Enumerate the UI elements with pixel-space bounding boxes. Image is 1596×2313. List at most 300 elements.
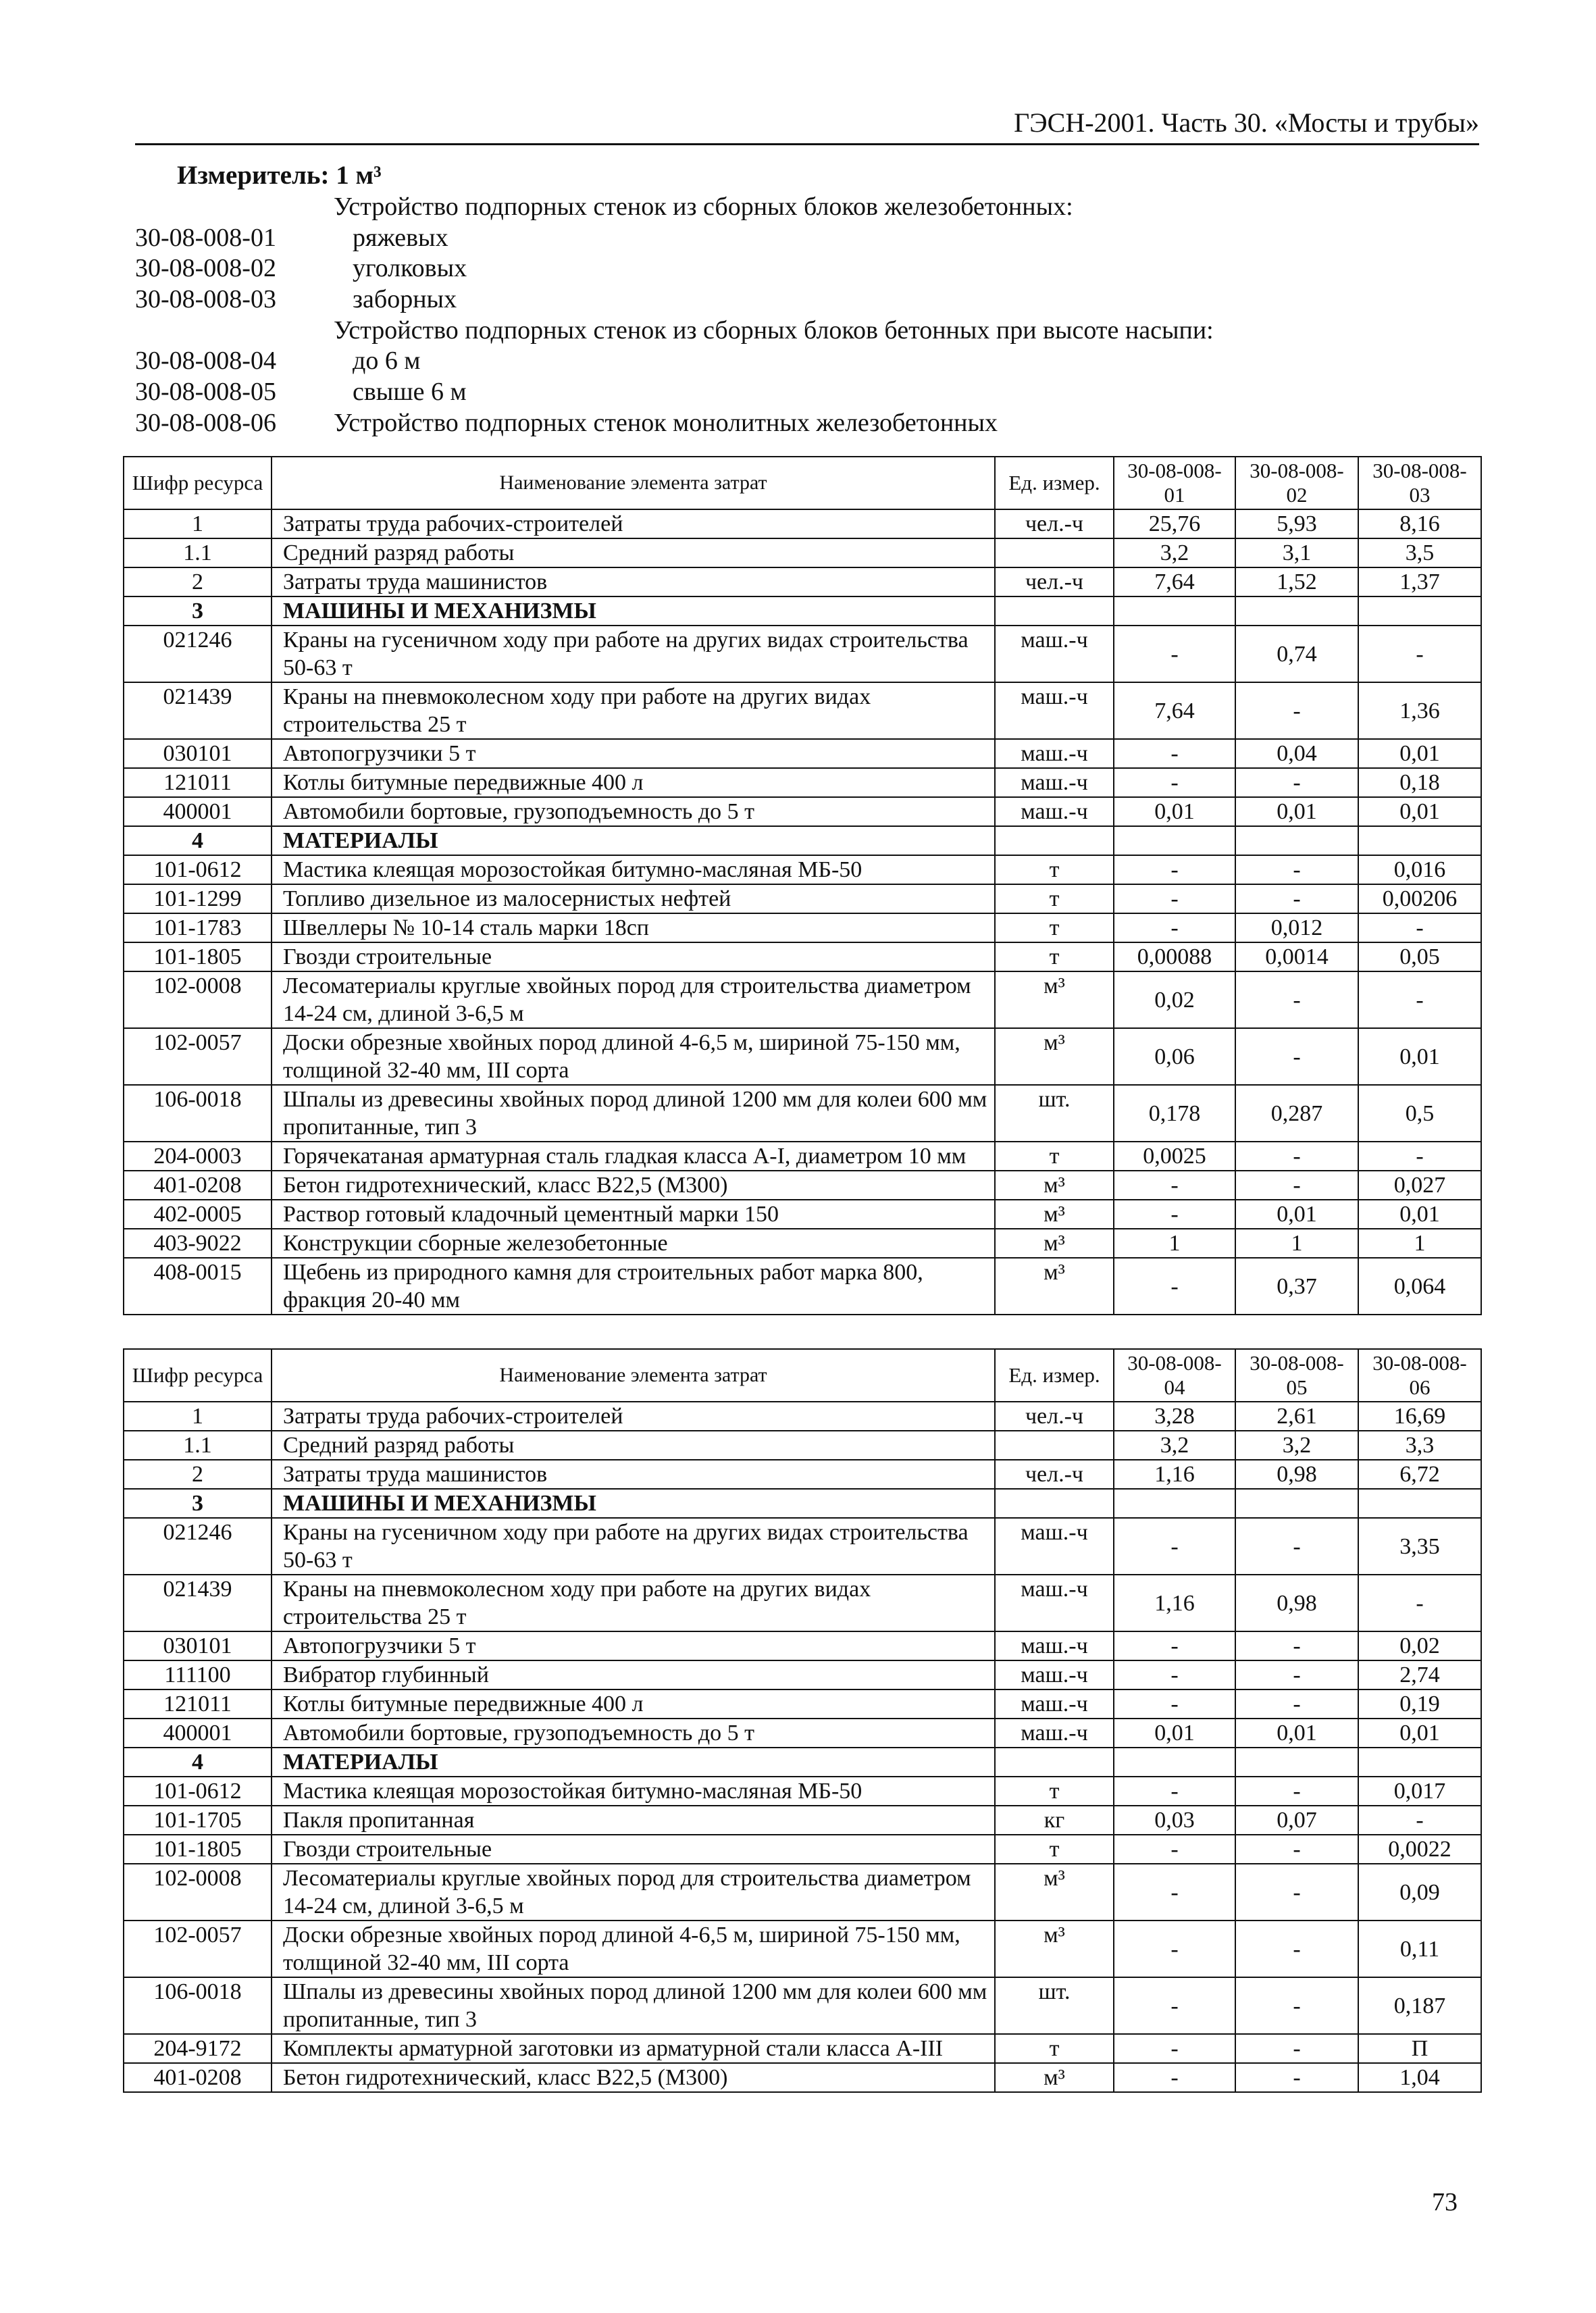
- measure-unit: Измеритель: 1 м³: [177, 161, 382, 190]
- resource-value: -: [1114, 913, 1235, 942]
- table-row: [124, 567, 1481, 596]
- table-row: [124, 971, 1481, 1028]
- table-row: [124, 1402, 1481, 1431]
- table-row: [124, 1489, 1481, 1518]
- table-row: [124, 1258, 1481, 1315]
- resource-value: -: [1235, 1921, 1358, 1977]
- resource-code: 408-0015: [124, 1258, 272, 1315]
- resource-value: 5,93: [1235, 509, 1358, 538]
- resource-value: 3,5: [1358, 538, 1481, 567]
- resource-code: 121011: [124, 768, 272, 797]
- resource-code: 101-1705: [124, 1806, 272, 1835]
- resource-value: 0,0025: [1114, 1142, 1235, 1171]
- table-row: [124, 1864, 1481, 1921]
- resource-name: Доски обрезные хвойных пород длиной 4-6,5 м, шириной 75-150 мм, толщиной 32-40 мм, III сорта: [272, 1921, 995, 1977]
- resource-value: [1358, 1748, 1481, 1777]
- resource-unit: [995, 596, 1114, 626]
- resource-value: -: [1235, 768, 1358, 797]
- header-col-1: 30-08-008-04: [1114, 1349, 1235, 1402]
- resource-unit: м³: [995, 1171, 1114, 1200]
- code-line: [135, 253, 1479, 284]
- resource-unit: маш.-ч: [995, 1660, 1114, 1689]
- resource-code: 401-0208: [124, 1171, 272, 1200]
- resource-name: Раствор готовый кладочный цементный марки 150: [272, 1200, 995, 1229]
- resource-name: Швеллеры № 10-14 сталь марки 18сп: [272, 913, 995, 942]
- resource-name: Средний разряд работы: [272, 1431, 995, 1460]
- resource-value: 0,01: [1358, 1719, 1481, 1748]
- resource-unit: т: [995, 1835, 1114, 1864]
- resource-unit: шт.: [995, 1085, 1114, 1142]
- resource-value: -: [1114, 884, 1235, 913]
- resource-name: Краны на гусеничном ходу при работе на других видах строительства 50-63 т: [272, 626, 995, 682]
- norm-code: 30-08-008-02: [135, 254, 276, 283]
- resource-name: Автопогрузчики 5 т: [272, 1631, 995, 1660]
- resource-value: -: [1114, 1835, 1235, 1864]
- resource-value: 6,72: [1358, 1460, 1481, 1489]
- resource-value: -: [1114, 1864, 1235, 1921]
- resource-unit: маш.-ч: [995, 682, 1114, 739]
- table-row: [124, 1689, 1481, 1719]
- resource-code: 403-9022: [124, 1229, 272, 1258]
- header-name: Наименование элемента затрат: [272, 457, 995, 509]
- resource-code: 106-0018: [124, 1977, 272, 2034]
- header-code: Шифр ресурса: [124, 457, 272, 509]
- table-row: [124, 1229, 1481, 1258]
- norm-code: [135, 315, 338, 347]
- resource-name: Топливо дизельное из малосернистых нефтей: [272, 884, 995, 913]
- resource-code: 030101: [124, 1631, 272, 1660]
- resource-code: 3: [124, 596, 272, 626]
- table-row: [124, 942, 1481, 971]
- resource-unit: м³: [995, 1200, 1114, 1229]
- resource-unit: маш.-ч: [995, 1689, 1114, 1719]
- resource-value: 0,01: [1358, 1028, 1481, 1085]
- resource-value: -: [1235, 1777, 1358, 1806]
- resource-value: [1114, 826, 1235, 855]
- resource-value: -: [1114, 2034, 1235, 2063]
- resource-code: 030101: [124, 739, 272, 768]
- resource-value: 0,07: [1235, 1806, 1358, 1835]
- resource-code: 021439: [124, 682, 272, 739]
- resource-value: -: [1114, 1921, 1235, 1977]
- resource-name: Котлы битумные передвижные 400 л: [272, 1689, 995, 1719]
- resource-value: 3,2: [1235, 1431, 1358, 1460]
- resource-unit: маш.-ч: [995, 1719, 1114, 1748]
- resource-code: 4: [124, 826, 272, 855]
- table-row: [124, 2034, 1481, 2063]
- resource-value: [1114, 596, 1235, 626]
- table-row: [124, 626, 1481, 682]
- resource-code: 101-1805: [124, 1835, 272, 1864]
- running-header: ГЭСН-2001. Часть 30. «Мосты и трубы»: [135, 107, 1479, 145]
- resource-name: Комплекты арматурной заготовки из арматурной стали класса А-III: [272, 2034, 995, 2063]
- resource-value: 1,36: [1358, 682, 1481, 739]
- resource-code: 2: [124, 1460, 272, 1489]
- resource-value: 0,287: [1235, 1085, 1358, 1142]
- resource-value: 0,01: [1358, 797, 1481, 826]
- resource-unit: [995, 1431, 1114, 1460]
- resource-unit: т: [995, 855, 1114, 884]
- resource-name: Затраты труда рабочих-строителей: [272, 1402, 995, 1431]
- resource-unit: [995, 538, 1114, 567]
- resource-value: -: [1114, 2063, 1235, 2092]
- resource-value: 7,64: [1114, 567, 1235, 596]
- resource-value: 3,35: [1358, 1518, 1481, 1575]
- resource-name: Бетон гидротехнический, класс В22,5 (М300): [272, 2063, 995, 2092]
- resource-name: Автопогрузчики 5 т: [272, 739, 995, 768]
- resource-value: 0,016: [1358, 855, 1481, 884]
- norm-title: Устройство подпорных стенок из сборных блоков бетонных при высоте насыпи:: [334, 315, 1214, 345]
- resource-value: 0,19: [1358, 1689, 1481, 1719]
- table-row: [124, 1085, 1481, 1142]
- resource-code: 101-0612: [124, 1777, 272, 1806]
- resource-name: Горячекатаная арматурная сталь гладкая класса А-I, диаметром 10 мм: [272, 1142, 995, 1171]
- resource-value: 0,01: [1114, 1719, 1235, 1748]
- resource-value: -: [1114, 855, 1235, 884]
- resource-value: -: [1358, 913, 1481, 942]
- norm-title: ряжевых: [353, 223, 448, 252]
- resource-code: 021246: [124, 1518, 272, 1575]
- resource-name: Автомобили бортовые, грузоподъемность до 5 т: [272, 797, 995, 826]
- resource-value: 16,69: [1358, 1402, 1481, 1431]
- resource-unit: м³: [995, 971, 1114, 1028]
- resource-value: -: [1114, 1258, 1235, 1315]
- resource-code: 021439: [124, 1575, 272, 1631]
- resource-value: 0,027: [1358, 1171, 1481, 1200]
- resource-value: П: [1358, 2034, 1481, 2063]
- resource-value: 1: [1235, 1229, 1358, 1258]
- resource-code: 106-0018: [124, 1085, 272, 1142]
- resource-name: Затраты труда рабочих-строителей: [272, 509, 995, 538]
- resource-value: 0,11: [1358, 1921, 1481, 1977]
- resource-name: Пакля пропитанная: [272, 1806, 995, 1835]
- resource-value: -: [1114, 739, 1235, 768]
- resource-value: -: [1358, 1142, 1481, 1171]
- resource-value: 0,04: [1235, 739, 1358, 768]
- resource-code: 204-0003: [124, 1142, 272, 1171]
- resource-code: 102-0008: [124, 971, 272, 1028]
- resource-value: 0,187: [1358, 1977, 1481, 2034]
- resource-value: 1: [1358, 1229, 1481, 1258]
- resource-value: [1114, 1748, 1235, 1777]
- norm-code: 30-08-008-06: [135, 408, 276, 437]
- table-row: [124, 739, 1481, 768]
- resource-value: [1235, 1489, 1358, 1518]
- resource-unit: м³: [995, 1258, 1114, 1315]
- resource-value: -: [1235, 2063, 1358, 2092]
- resource-value: -: [1358, 1575, 1481, 1631]
- header-col-2: 30-08-008-05: [1235, 1349, 1358, 1402]
- code-line: [135, 346, 1479, 377]
- resource-name: Краны на гусеничном ходу при работе на других видах строительства 50-63 т: [272, 1518, 995, 1575]
- resource-value: -: [1235, 1028, 1358, 1085]
- resource-code: 400001: [124, 797, 272, 826]
- table-row: [124, 1631, 1481, 1660]
- resource-value: -: [1235, 1171, 1358, 1200]
- resource-value: 0,064: [1358, 1258, 1481, 1315]
- resource-name: Мастика клеящая морозостойкая битумно-масляная МБ-50: [272, 1777, 995, 1806]
- resource-name: Гвозди строительные: [272, 942, 995, 971]
- resource-value: -: [1235, 1518, 1358, 1575]
- resource-value: -: [1358, 626, 1481, 682]
- resource-value: 0,01: [1235, 797, 1358, 826]
- norm-title: Устройство подпорных стенок монолитных железобетонных: [334, 408, 998, 437]
- table-row: [124, 884, 1481, 913]
- table-row: [124, 1777, 1481, 1806]
- resource-value: -: [1114, 768, 1235, 797]
- resource-value: 0,09: [1358, 1864, 1481, 1921]
- resource-table-1: [123, 456, 1482, 1315]
- resource-unit: м³: [995, 1864, 1114, 1921]
- resource-value: 0,5: [1358, 1085, 1481, 1142]
- resource-value: -: [1114, 1777, 1235, 1806]
- resource-unit: т: [995, 1777, 1114, 1806]
- table-row: [124, 1431, 1481, 1460]
- resource-value: -: [1235, 1631, 1358, 1660]
- code-line: [135, 284, 1479, 315]
- resource-value: 1,04: [1358, 2063, 1481, 2092]
- resource-unit: м³: [995, 1921, 1114, 1977]
- resource-code: 1: [124, 1402, 272, 1431]
- table-row: [124, 1835, 1481, 1864]
- code-line: [135, 223, 1479, 254]
- resource-unit: т: [995, 913, 1114, 942]
- resource-unit: т: [995, 942, 1114, 971]
- resource-unit: чел.-ч: [995, 567, 1114, 596]
- resource-value: 2,74: [1358, 1660, 1481, 1689]
- resource-code: 400001: [124, 1719, 272, 1748]
- resource-value: -: [1235, 1660, 1358, 1689]
- resource-value: 1,16: [1114, 1575, 1235, 1631]
- resource-name: МАШИНЫ И МЕХАНИЗМЫ: [272, 596, 995, 626]
- table-row: [124, 913, 1481, 942]
- table-row: [124, 1142, 1481, 1171]
- table-row: [124, 1806, 1481, 1835]
- resource-unit: м³: [995, 2063, 1114, 2092]
- resource-name: Шпалы из древесины хвойных пород длиной 1200 мм для колеи 600 мм пропитанные, тип 3: [272, 1085, 995, 1142]
- resource-unit: м³: [995, 1028, 1114, 1085]
- resource-unit: чел.-ч: [995, 1402, 1114, 1431]
- resource-unit: маш.-ч: [995, 1631, 1114, 1660]
- resource-code: 101-1299: [124, 884, 272, 913]
- resource-value: 3,1: [1235, 538, 1358, 567]
- resource-code: 1.1: [124, 1431, 272, 1460]
- resource-unit: чел.-ч: [995, 509, 1114, 538]
- table-row: [124, 1028, 1481, 1085]
- resource-unit: маш.-ч: [995, 1518, 1114, 1575]
- header-col-3: 30-08-008-03: [1358, 457, 1481, 509]
- resource-value: 0,01: [1358, 739, 1481, 768]
- resource-value: 0,00206: [1358, 884, 1481, 913]
- resource-value: 0,03: [1114, 1806, 1235, 1835]
- resource-value: -: [1358, 1806, 1481, 1835]
- resource-value: 1,16: [1114, 1460, 1235, 1489]
- resource-value: 8,16: [1358, 509, 1481, 538]
- resource-code: 102-0008: [124, 1864, 272, 1921]
- resource-unit: [995, 1748, 1114, 1777]
- table-row: [124, 1200, 1481, 1229]
- resource-value: -: [1114, 626, 1235, 682]
- code-line: [135, 192, 1479, 223]
- resource-value: 3,2: [1114, 1431, 1235, 1460]
- resource-code: 401-0208: [124, 2063, 272, 2092]
- resource-value: 0,01: [1114, 797, 1235, 826]
- resource-value: [1358, 826, 1481, 855]
- resource-name: Лесоматериалы круглые хвойных пород для строительства диаметром 14-24 см, длиной 3-6,5 м: [272, 1864, 995, 1921]
- table-row: [124, 2063, 1481, 2092]
- resource-name: Котлы битумные передвижные 400 л: [272, 768, 995, 797]
- norm-title: до 6 м: [353, 347, 421, 376]
- norm-code: 30-08-008-03: [135, 285, 276, 314]
- norm-code: 30-08-008-05: [135, 378, 276, 407]
- resource-name: Краны на пневмоколесном ходу при работе на других видах строительства 25 т: [272, 682, 995, 739]
- resource-value: 3,3: [1358, 1431, 1481, 1460]
- resource-value: 0,02: [1114, 971, 1235, 1028]
- resource-name: Лесоматериалы круглые хвойных пород для строительства диаметром 14-24 см, длиной 3-6,5 м: [272, 971, 995, 1028]
- resource-code: 4: [124, 1748, 272, 1777]
- norm-code: [135, 192, 338, 223]
- resource-unit: маш.-ч: [995, 768, 1114, 797]
- resource-name: Вибратор глубинный: [272, 1660, 995, 1689]
- resource-code: 121011: [124, 1689, 272, 1719]
- resource-value: 25,76: [1114, 509, 1235, 538]
- resource-value: -: [1114, 1200, 1235, 1229]
- resource-value: 0,98: [1235, 1460, 1358, 1489]
- page-number: 73: [1432, 2188, 1458, 2216]
- resource-value: -: [1235, 1864, 1358, 1921]
- resource-name: Бетон гидротехнический, класс В22,5 (М300): [272, 1171, 995, 1200]
- resource-unit: [995, 1489, 1114, 1518]
- resource-code: 1: [124, 509, 272, 538]
- resource-unit: маш.-ч: [995, 1575, 1114, 1631]
- resource-unit: маш.-ч: [995, 797, 1114, 826]
- resource-value: 3,2: [1114, 538, 1235, 567]
- resource-value: -: [1235, 2034, 1358, 2063]
- table-row: [124, 855, 1481, 884]
- table-row: [124, 596, 1481, 626]
- resource-name: Автомобили бортовые, грузоподъемность до 5 т: [272, 1719, 995, 1748]
- resource-value: -: [1114, 1689, 1235, 1719]
- resource-value: 7,64: [1114, 682, 1235, 739]
- resource-value: -: [1235, 1835, 1358, 1864]
- resource-value: -: [1235, 1689, 1358, 1719]
- resource-value: -: [1114, 1631, 1235, 1660]
- resource-name: Краны на пневмоколесном ходу при работе на других видах строительства 25 т: [272, 1575, 995, 1631]
- header-code: Шифр ресурса: [124, 1349, 272, 1402]
- table-row: [124, 1660, 1481, 1689]
- header-col-3: 30-08-008-06: [1358, 1349, 1481, 1402]
- norm-code: 30-08-008-04: [135, 347, 276, 376]
- resource-value: -: [1235, 884, 1358, 913]
- resource-value: -: [1358, 971, 1481, 1028]
- resource-value: 1,37: [1358, 567, 1481, 596]
- code-list: [135, 192, 1479, 439]
- table-row: [124, 1977, 1481, 2034]
- resource-value: [1235, 596, 1358, 626]
- code-line: [135, 377, 1479, 408]
- resource-code: 101-0612: [124, 855, 272, 884]
- resource-name: МАТЕРИАЛЫ: [272, 1748, 995, 1777]
- resource-value: -: [1235, 1977, 1358, 2034]
- table-row: [124, 797, 1481, 826]
- resource-value: 0,06: [1114, 1028, 1235, 1085]
- resource-code: 101-1783: [124, 913, 272, 942]
- resource-name: Затраты труда машинистов: [272, 1460, 995, 1489]
- header-col-1: 30-08-008-01: [1114, 457, 1235, 509]
- resource-name: Затраты труда машинистов: [272, 567, 995, 596]
- resource-value: 0,178: [1114, 1085, 1235, 1142]
- table-row: [124, 1460, 1481, 1489]
- code-line: [135, 408, 1479, 439]
- resource-unit: т: [995, 1142, 1114, 1171]
- resource-value: 1: [1114, 1229, 1235, 1258]
- resource-value: 0,02: [1358, 1631, 1481, 1660]
- table-row: [124, 1719, 1481, 1748]
- resource-name: Средний разряд работы: [272, 538, 995, 567]
- resource-value: -: [1235, 1142, 1358, 1171]
- resource-value: -: [1114, 1518, 1235, 1575]
- resource-value: 2,61: [1235, 1402, 1358, 1431]
- table-row: [124, 1748, 1481, 1777]
- resource-value: 0,0022: [1358, 1835, 1481, 1864]
- resource-value: 0,00088: [1114, 942, 1235, 971]
- resource-value: 0,01: [1235, 1719, 1358, 1748]
- resource-name: Мастика клеящая морозостойкая битумно-масляная МБ-50: [272, 855, 995, 884]
- norm-title: свыше 6 м: [353, 378, 467, 407]
- header-name: Наименование элемента затрат: [272, 1349, 995, 1402]
- resource-name: Гвозди строительные: [272, 1835, 995, 1864]
- resource-value: -: [1235, 971, 1358, 1028]
- resource-value: -: [1235, 855, 1358, 884]
- table-row: [124, 1575, 1481, 1631]
- table-row: [124, 768, 1481, 797]
- resource-value: 0,012: [1235, 913, 1358, 942]
- header-unit: Ед. измер.: [995, 457, 1114, 509]
- resource-unit: кг: [995, 1806, 1114, 1835]
- norm-code: 30-08-008-01: [135, 223, 276, 252]
- resource-code: 102-0057: [124, 1028, 272, 1085]
- table-row: [124, 1171, 1481, 1200]
- resource-value: [1358, 596, 1481, 626]
- resource-value: -: [1235, 682, 1358, 739]
- norm-title: заборных: [353, 285, 457, 314]
- resource-value: 1,52: [1235, 567, 1358, 596]
- resource-value: -: [1114, 1977, 1235, 2034]
- resource-unit: т: [995, 2034, 1114, 2063]
- resource-unit: [995, 826, 1114, 855]
- resource-value: [1114, 1489, 1235, 1518]
- resource-value: 0,18: [1358, 768, 1481, 797]
- resource-value: 0,98: [1235, 1575, 1358, 1631]
- resource-unit: маш.-ч: [995, 626, 1114, 682]
- resource-value: 0,0014: [1235, 942, 1358, 971]
- norm-title: уголковых: [353, 254, 467, 283]
- resource-value: 0,05: [1358, 942, 1481, 971]
- resource-value: -: [1114, 1171, 1235, 1200]
- resource-name: Доски обрезные хвойных пород длиной 4-6,5 м, шириной 75-150 мм, толщиной 32-40 мм, III сорта: [272, 1028, 995, 1085]
- table-row: [124, 509, 1481, 538]
- resource-value: 0,01: [1235, 1200, 1358, 1229]
- resource-value: 0,01: [1358, 1200, 1481, 1229]
- resource-code: 101-1805: [124, 942, 272, 971]
- resource-code: 2: [124, 567, 272, 596]
- resource-code: 021246: [124, 626, 272, 682]
- resource-name: Конструкции сборные железобетонные: [272, 1229, 995, 1258]
- resource-code: 402-0005: [124, 1200, 272, 1229]
- norm-title: Устройство подпорных стенок из сборных блоков железобетонных:: [334, 193, 1073, 221]
- resource-unit: шт.: [995, 1977, 1114, 2034]
- resource-unit: чел.-ч: [995, 1460, 1114, 1489]
